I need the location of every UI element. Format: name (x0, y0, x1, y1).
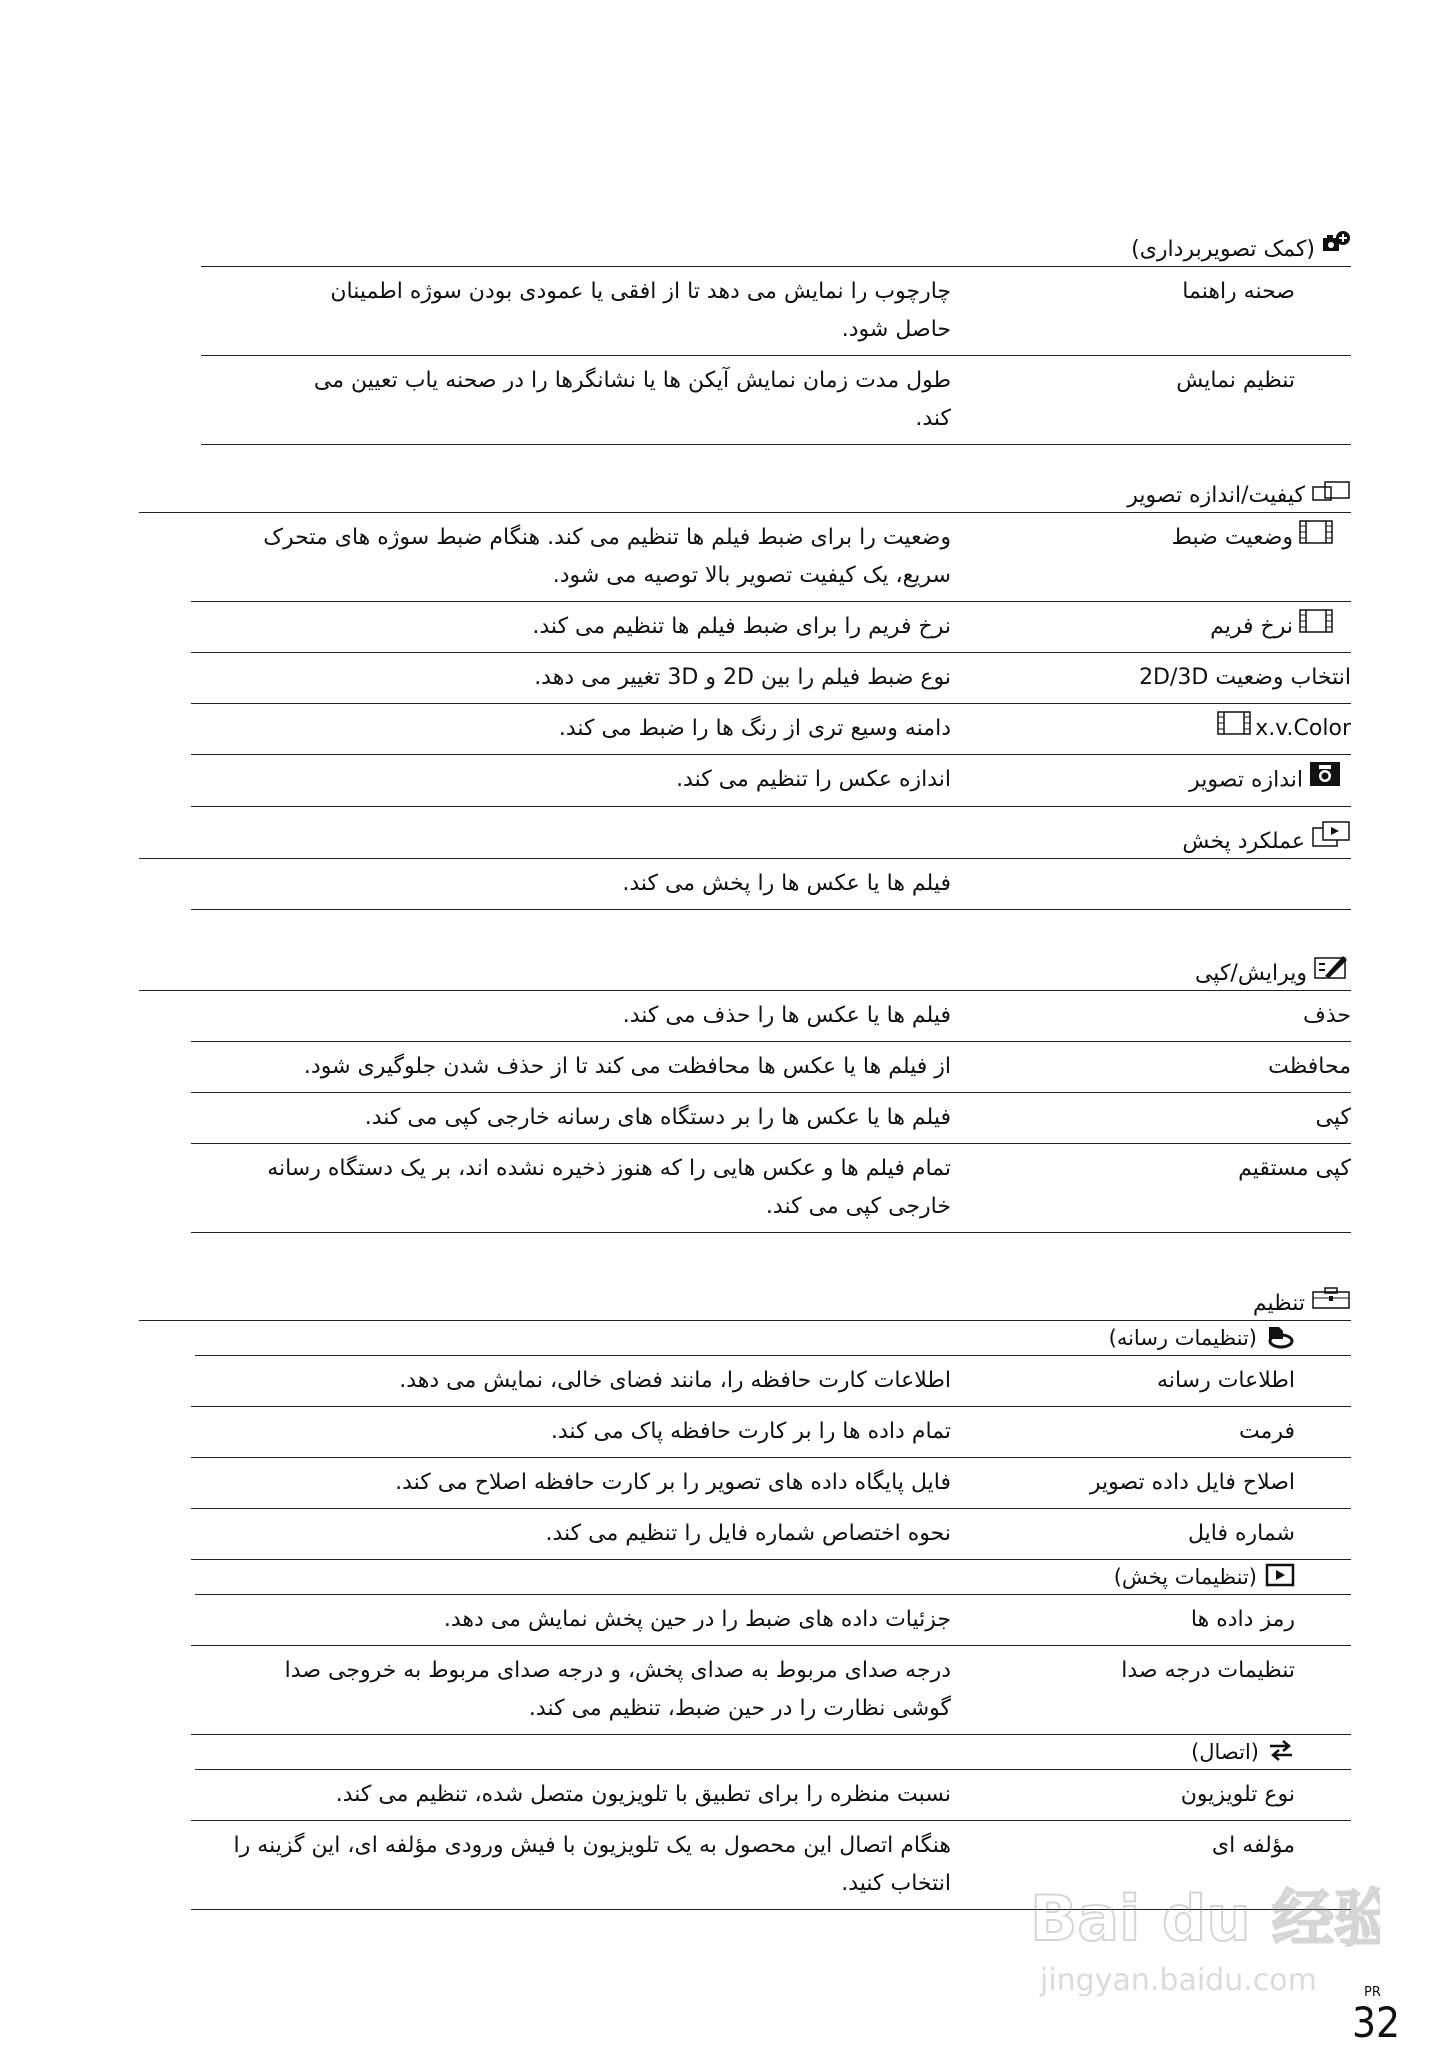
section-header (201, 228, 1351, 267)
row-name: رمز داده ها (1190, 1607, 1295, 1632)
subsection-title: (تنظیمات رسانه) (1108, 1326, 1257, 1350)
play-settings-icon (1265, 1563, 1295, 1592)
row-name: تنظیم نمایش (1176, 368, 1295, 393)
table-row (191, 1595, 1351, 1646)
row-desc: اندازه عکس را تنظیم می کند. (676, 767, 951, 792)
table-row (201, 356, 1351, 445)
section-edit-copy (139, 952, 1351, 1233)
table-row (191, 1144, 1351, 1233)
subsection-media (195, 1321, 1351, 1356)
connection-icon (1267, 1738, 1295, 1767)
table-row (191, 991, 1351, 1042)
camera-icon (1309, 768, 1341, 793)
row-desc: از فیلم ها یا عکس ها محافظت می کند تا از حذف شدن جلوگیری شود. (303, 1054, 951, 1079)
row-desc: دامنه وسیع تری از رنگ ها را ضبط می کند. (558, 716, 951, 741)
row-desc: نحوه اختصاص شماره فایل را تنظیم می کند. (545, 1521, 951, 1546)
row-desc: فیلم ها یا عکس ها را حذف می کند. (622, 1003, 951, 1028)
media-icon (1265, 1323, 1295, 1354)
row-name: حذف (1303, 1003, 1351, 1028)
section-title: ویرایش/کپی (1194, 961, 1307, 986)
table-row (191, 602, 1351, 653)
setup-toolbox-icon (1311, 1286, 1351, 1316)
camera-plus-icon (1321, 230, 1351, 262)
section-shooting-assist (139, 228, 1351, 445)
row-name: تنظیمات درجه صدا (1121, 1658, 1295, 1683)
row-desc: فایل پایگاه داده های تصویر را بر کارت حافظه اصلاح می کند. (395, 1470, 951, 1495)
watermark-url: jingyan.baidu.com (1040, 1963, 1317, 1998)
section-header (139, 820, 1351, 859)
table-row (191, 1356, 1351, 1407)
row-desc: فیلم ها یا عکس ها را پخش می کند. (622, 871, 951, 896)
film-icon (1299, 614, 1333, 639)
row-name (951, 513, 1351, 601)
row-name (951, 704, 1351, 754)
row-name: کپی (1315, 1105, 1351, 1130)
row-name-text: نرخ فریم (1210, 614, 1293, 639)
row-name: محافظت (1268, 1054, 1351, 1079)
row-desc: جزئیات داده های ضبط را در حین پخش نمایش می دهد. (443, 1607, 951, 1632)
row-name: کپی مستقیم (1238, 1156, 1351, 1181)
table-row (191, 1509, 1351, 1560)
edit-copy-icon (1313, 952, 1351, 986)
table-row (191, 755, 1351, 807)
row-name: شماره فایل (1187, 1521, 1295, 1546)
section-header (139, 474, 1351, 513)
row-name: نوع تلویزیون (1180, 1782, 1295, 1807)
row-name-text: وضعیت ضبط (1171, 525, 1293, 550)
film-icon (1299, 525, 1333, 550)
section-playback (139, 820, 1351, 910)
row-desc: فیلم ها یا عکس ها را بر دستگاه های رسانه خارجی کپی می کند. (364, 1105, 951, 1130)
table-row (191, 1042, 1351, 1093)
table-row (191, 1770, 1351, 1821)
section-quality (139, 474, 1351, 807)
row-desc: نسبت منظره را برای تطبیق با تلویزیون متصل شده، تنظیم می کند. (335, 1782, 951, 1807)
row-desc: طول مدت زمان نمایش آیکن ها یا نشانگرها را در صحنه یاب تعیین می کند. (313, 368, 951, 431)
row-name: مؤلفه ای (1211, 1833, 1295, 1858)
row-desc: تمام فیلم ها و عکس هایی را که هنوز ذخیره نشده اند، بر یک دستگاه رسانه خارجی کپی می کند. (267, 1156, 951, 1219)
playback-function-icon (1311, 820, 1351, 854)
table-row (191, 859, 1351, 910)
row-desc: درجه صدای مربوط به صدای پخش، و درجه صدای مربوط به خروجی صدا گوشی نظارت را در حین ضبط، تنظیم می کند. (284, 1658, 951, 1721)
page-number: 32 (1352, 1998, 1401, 2047)
table-row (191, 1458, 1351, 1509)
film-icon (1217, 716, 1251, 741)
row-name: اصلاح فایل داده تصویر (1089, 1470, 1295, 1495)
subsection-title: (اتصال) (1191, 1740, 1259, 1764)
section-title: عملکرد پخش (1182, 829, 1305, 854)
row-desc: چارچوب را نمایش می دهد تا از افقی یا عمودی بودن سوژه اطمینان حاصل شود. (330, 279, 951, 342)
page-lang-code: PR (1364, 1985, 1381, 2000)
table-row (201, 267, 1351, 356)
table-row (191, 513, 1351, 602)
subsection-title: (تنظیمات پخش) (1113, 1565, 1257, 1589)
row-desc: نوع ضبط فیلم را بین 2D و 3D تغییر می دهد. (534, 665, 951, 690)
row-name: فرمت (1238, 1419, 1295, 1444)
section-header (139, 1282, 1351, 1321)
table-row (191, 1093, 1351, 1144)
row-name-text: x.v.Color (1255, 716, 1351, 741)
section-title: کیفیت/اندازه تصویر (1127, 483, 1305, 508)
watermark-brand: Bai du 经验 (1030, 1882, 1380, 1955)
baidu-watermark (1020, 1870, 1380, 2010)
section-header (139, 952, 1351, 991)
row-desc: نرخ فریم را برای ضبط فیلم ها تنظیم می کند. (532, 614, 951, 639)
row-name: اطلاعات رسانه (1157, 1368, 1295, 1393)
table-row (191, 1646, 1351, 1735)
row-desc: وضعیت را برای ضبط فیلم ها تنظیم می کند. هنگام ضبط سوژه های متحرک سریع، یک کیفیت تصویر بالا توصیه می شود. (263, 525, 951, 588)
row-name-text: اندازه تصویر (1189, 767, 1303, 793)
section-title: تنظیم (1252, 1291, 1305, 1316)
table-row (191, 1407, 1351, 1458)
section-setup (139, 1282, 1351, 1910)
row-name: صحنه راهنما (1182, 279, 1295, 304)
row-desc: هنگام اتصال این محصول به یک تلویزیون با فیش ورودی مؤلفه ای، این گزینه را انتخاب کنید. (233, 1833, 951, 1896)
row-name (951, 755, 1351, 806)
row-name (951, 859, 1351, 909)
subsection-playback-settings (195, 1560, 1351, 1595)
quality-size-icon (1311, 480, 1351, 508)
table-row (191, 653, 1351, 704)
subsection-connection (195, 1735, 1351, 1770)
table-row (191, 704, 1351, 755)
row-desc: تمام داده ها را بر کارت حافظه پاک می کند. (550, 1419, 951, 1444)
section-title: (کمک تصویربرداری) (1131, 237, 1315, 262)
row-name: انتخاب وضعیت 2D/3D (1139, 665, 1351, 690)
row-desc: اطلاعات کارت حافظه را، مانند فضای خالی، نمایش می دهد. (399, 1368, 951, 1393)
row-name (951, 602, 1351, 652)
